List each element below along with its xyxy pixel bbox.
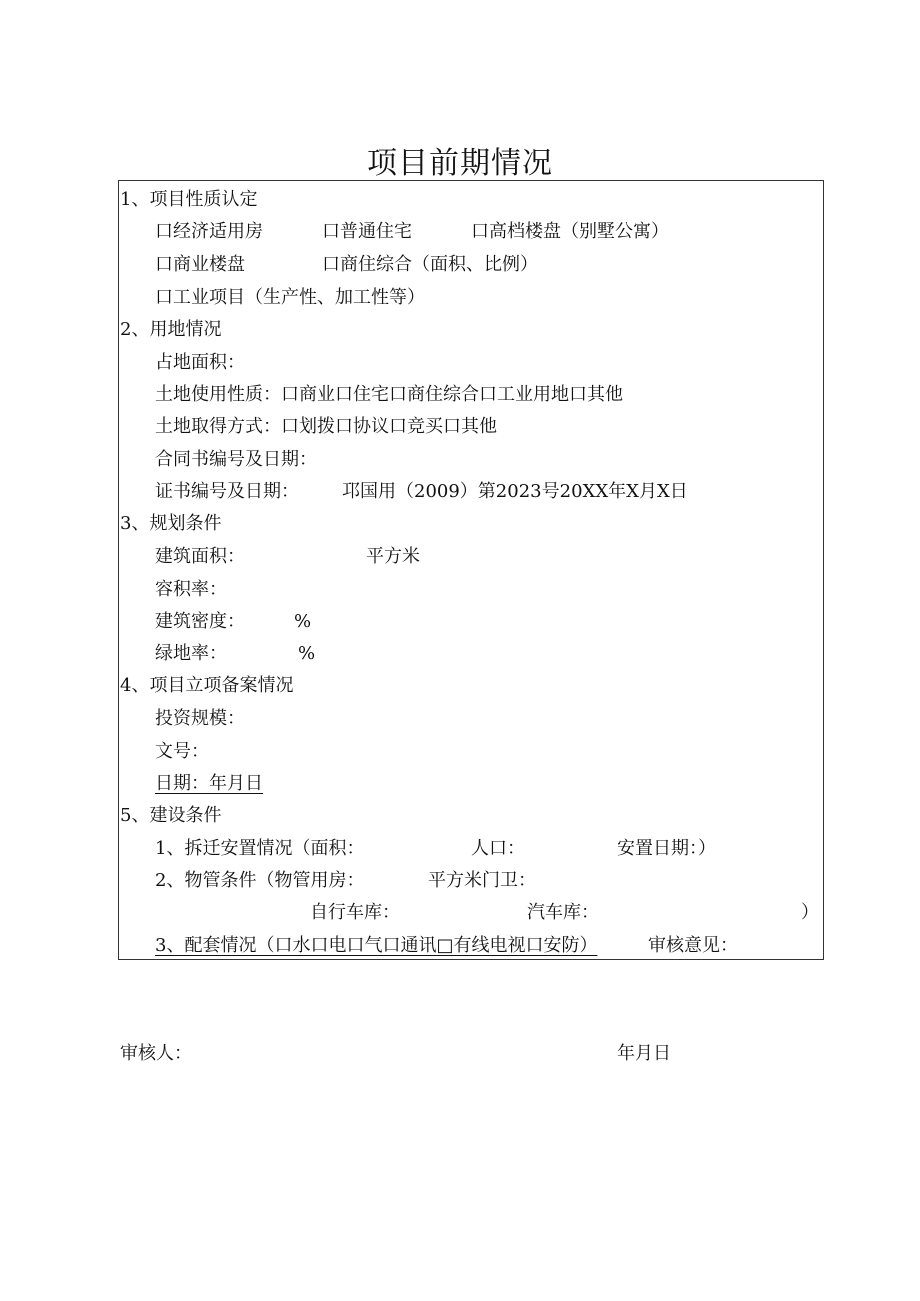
relocation-population-label: 人口： [471,838,525,859]
document-number-field[interactable]: 文号： [155,741,209,762]
land-acquisition-options[interactable]: 土地取得方式：口划拨口协议口竞买口其他 [155,416,497,437]
relocation-date-label: 安置日期：） [617,838,716,859]
land-use-options[interactable]: 土地使用性质：口商业口住宅口商住综合口工业用地口其他 [155,384,623,405]
investment-field[interactable]: 投资规模： [155,708,245,729]
floor-area-ratio-field[interactable]: 容积率： [155,579,227,600]
page-title: 项目前期情况 [367,146,553,181]
green-ratio-unit: % [298,643,316,664]
checkbox-industrial[interactable]: 口工业项目（生产性、加工性等） [155,287,425,308]
building-density-unit: % [294,611,312,632]
section5-heading: 5、建设条件 [120,805,222,826]
car-garage-label: 汽车库： [527,902,599,923]
certificate-label: 证书编号及日期： [155,481,299,502]
close-paren: ） [801,902,819,923]
building-density-label: 建筑密度： [155,611,245,632]
review-opinion-label: 审核意见： [648,935,738,956]
facilities-options[interactable]: 3、配套情况（口水口电口气口通讯□有线电视口安防） [155,935,598,956]
section1-heading: 1、项目性质认定 [120,189,258,210]
reviewer-label: 审核人： [120,1043,192,1064]
property-mgmt-unit: 平方米门卫： [428,870,536,891]
section3-heading: 3、规划条件 [120,513,222,534]
relocation-area-label: 1、拆迁安置情况（面积： [155,838,365,859]
approval-date-field[interactable]: 日期：年月日 [155,773,263,794]
building-area-label: 建筑面积： [155,546,245,567]
contract-field[interactable]: 合同书编号及日期： [155,449,317,470]
section4-heading: 4、项目立项备案情况 [120,675,294,696]
checkbox-affordable-housing[interactable]: 口经济适用房 [155,221,263,242]
review-date-label: 年月日 [617,1043,671,1064]
green-ratio-label: 绿地率： [155,643,227,664]
checkbox-mixed-use[interactable]: 口商住综合（面积、比例） [322,254,538,275]
building-area-unit: 平方米 [366,546,420,567]
checkbox-ordinary-housing[interactable]: 口普通住宅 [322,221,412,242]
bicycle-garage-label: 自行车库： [310,902,400,923]
certificate-value[interactable]: 邛国用（2009）第2023号20XX年X月X日 [342,481,688,502]
checkbox-luxury-housing[interactable]: 口高档楼盘（别墅公寓） [471,221,669,242]
land-area-field[interactable]: 占地面积： [155,352,245,373]
section2-heading: 2、用地情况 [120,319,222,340]
checkbox-commercial[interactable]: 口商业楼盘 [155,254,245,275]
property-mgmt-label: 2、物管条件（物管用房： [155,870,365,891]
